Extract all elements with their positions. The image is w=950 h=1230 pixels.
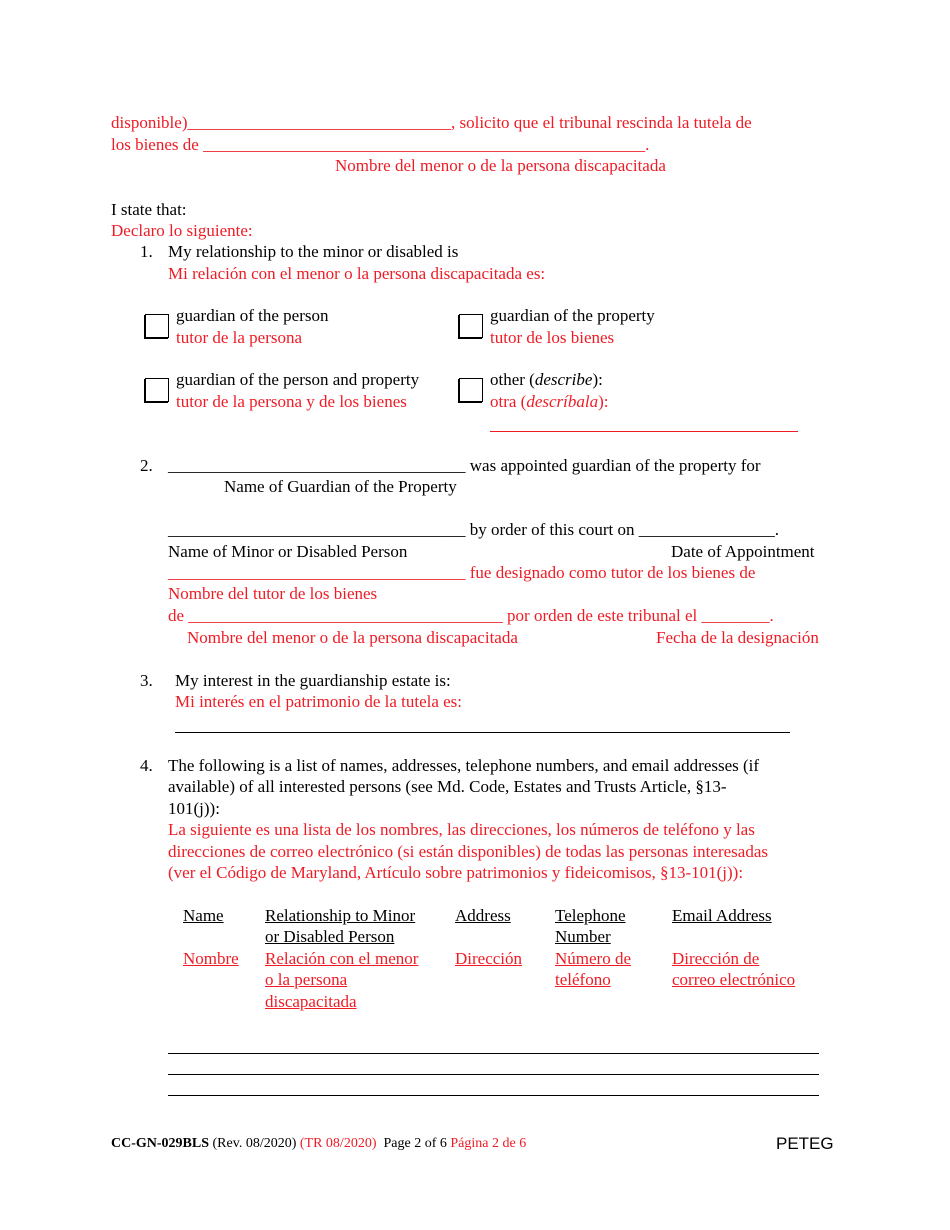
interested-persons-line-2[interactable] xyxy=(168,1074,819,1075)
top-line-2 xyxy=(111,135,649,155)
top-line-1-end: , solicito que el tribunal rescinda la tutela de xyxy=(451,113,752,132)
item2-number: 2. xyxy=(140,456,153,475)
label-minor-name: Name of Minor or Disabled Person xyxy=(168,542,408,561)
header-address-en: Address xyxy=(455,906,511,925)
header-telephone-es-2: teléfono xyxy=(555,970,611,989)
option-other-en: other (describe): xyxy=(490,370,603,389)
statement-en: I state that: xyxy=(111,200,187,219)
option-guardian-person-property-es: tutor de la persona y de los bienes xyxy=(176,392,407,411)
option-guardian-person-es: tutor de la persona xyxy=(176,328,303,347)
guardian-name-field[interactable]: ___________________________________ xyxy=(168,456,466,475)
item2-es-de: de xyxy=(168,606,185,625)
footer-page-en: Page 2 of 6 xyxy=(383,1136,447,1151)
item2-appointed-text: was appointed guardian of the property for xyxy=(469,456,761,475)
minor-name-field-en[interactable]: ___________________________________ xyxy=(168,520,466,539)
item2-es-appointed-text: fue designado como tutor de los bienes de xyxy=(469,563,756,582)
item1-question-en: My relationship to the minor or disabled is xyxy=(168,242,459,261)
item4-en-line1: The following is a list of names, addresses, telephone numbers, and email addresses (if xyxy=(168,756,760,775)
footer-form-info xyxy=(111,1134,526,1154)
item4-es-line3: (ver el Código de Maryland, Artículo sobre patrimonios y fideicomisos, §13-101(j)): xyxy=(168,863,744,882)
footer-tr: (TR 08/2020) xyxy=(299,1136,377,1151)
item3-number: 3. xyxy=(140,671,153,690)
header-address-es: Dirección xyxy=(455,949,523,968)
label-guardian-name-es: Nombre del tutor de los bienes xyxy=(168,584,378,603)
label-appointment-date-es: Fecha de la designación xyxy=(656,628,819,647)
item1-question-es: Mi relación con el menor o la persona discapacitada es: xyxy=(168,264,546,283)
item4-en-line2: available) of all interested persons (see Md. Code, Estates and Trusts Article, §13- xyxy=(168,777,727,796)
other-describe-field[interactable] xyxy=(490,431,798,432)
item3-question-es: Mi interés en el patrimonio de la tutela es: xyxy=(175,692,463,711)
interested-persons-line-3[interactable] xyxy=(168,1095,819,1096)
header-telephone-en: Telephone xyxy=(555,906,626,925)
top-line-1-start: disponible) xyxy=(111,113,188,132)
item3-question-en: My interest in the guardianship estate is: xyxy=(175,671,451,690)
footer-form-id: CC-GN-029BLS xyxy=(111,1136,210,1151)
item2-line1 xyxy=(168,456,761,476)
appointment-date-field[interactable]: ________________. xyxy=(638,520,780,539)
label-guardian-name: Name of Guardian of the Property xyxy=(224,477,457,496)
item2-es-line2 xyxy=(168,606,774,626)
top-line-2-end: . xyxy=(645,135,650,154)
header-relationship-en-2: or Disabled Person xyxy=(265,927,395,946)
header-email-es-2: correo electrónico xyxy=(672,970,796,989)
header-name-es: Nombre xyxy=(183,949,239,968)
minor-name-field-es[interactable]: _____________________________________ xyxy=(188,606,503,625)
item2-order-text: by order of this court on xyxy=(469,520,635,539)
header-telephone-es: Número de xyxy=(555,949,632,968)
header-name-en: Name xyxy=(183,906,224,925)
item2-es-order-text: por orden de este tribunal el xyxy=(507,606,698,625)
footer-form-code: PETEG xyxy=(776,1134,834,1153)
minor-name-field[interactable]: ____________________________________________________ xyxy=(203,135,646,154)
checkbox-guardian-person-property[interactable] xyxy=(145,378,169,402)
statement-es: Declaro lo siguiente: xyxy=(111,221,253,240)
header-email-en: Email Address xyxy=(672,906,772,925)
interested-persons-line-1[interactable] xyxy=(168,1053,819,1054)
checkbox-guardian-person[interactable] xyxy=(145,314,169,338)
item4-es-line1: La siguiente es una lista de los nombres, las direcciones, los números de teléfono y las xyxy=(168,820,755,839)
top-line-2-start: los bienes de xyxy=(111,135,199,154)
option-guardian-property-es: tutor de los bienes xyxy=(490,328,615,347)
appointment-date-field-es[interactable]: ________. xyxy=(701,606,774,625)
footer-rev: (Rev. 08/2020) xyxy=(212,1136,297,1151)
item1-number: 1. xyxy=(140,242,153,261)
header-relationship-es-3: discapacitada xyxy=(265,992,357,1011)
top-line-1 xyxy=(111,113,752,133)
header-relationship-es-2: o la persona xyxy=(265,970,348,989)
option-other-es: otra (descríbala): xyxy=(490,392,609,411)
header-telephone-en-2: Number xyxy=(555,927,611,946)
item4-number: 4. xyxy=(140,756,153,775)
minor-name-caption: Nombre del menor o de la persona discapacitada xyxy=(335,156,666,175)
option-guardian-person-en: guardian of the person xyxy=(176,306,329,325)
minor-name-blank-top[interactable]: _______________________________ xyxy=(187,113,451,132)
option-guardian-property-en: guardian of the property xyxy=(490,306,655,325)
checkbox-other[interactable] xyxy=(459,378,483,402)
item2-line2 xyxy=(168,520,779,540)
item4-en-line3: 101(j)): xyxy=(168,799,220,818)
guardian-name-field-es[interactable]: ___________________________________ xyxy=(168,563,466,582)
header-relationship-es: Relación con el menor xyxy=(265,949,419,968)
footer-page-es: Página 2 de 6 xyxy=(450,1136,527,1151)
label-minor-name-es: Nombre del menor o de la persona discapacitada xyxy=(187,628,518,647)
option-guardian-person-property-en: guardian of the person and property xyxy=(176,370,420,389)
item2-es-line1 xyxy=(168,563,755,583)
header-relationship-en: Relationship to Minor xyxy=(265,906,416,925)
item4-es-line2: direcciones de correo electrónico (si están disponibles) de todas las personas interesadas xyxy=(168,842,768,861)
header-email-es: Dirección de xyxy=(672,949,760,968)
checkbox-guardian-property[interactable] xyxy=(459,314,483,338)
interest-field[interactable] xyxy=(175,732,790,733)
label-appointment-date: Date of Appointment xyxy=(671,542,815,561)
